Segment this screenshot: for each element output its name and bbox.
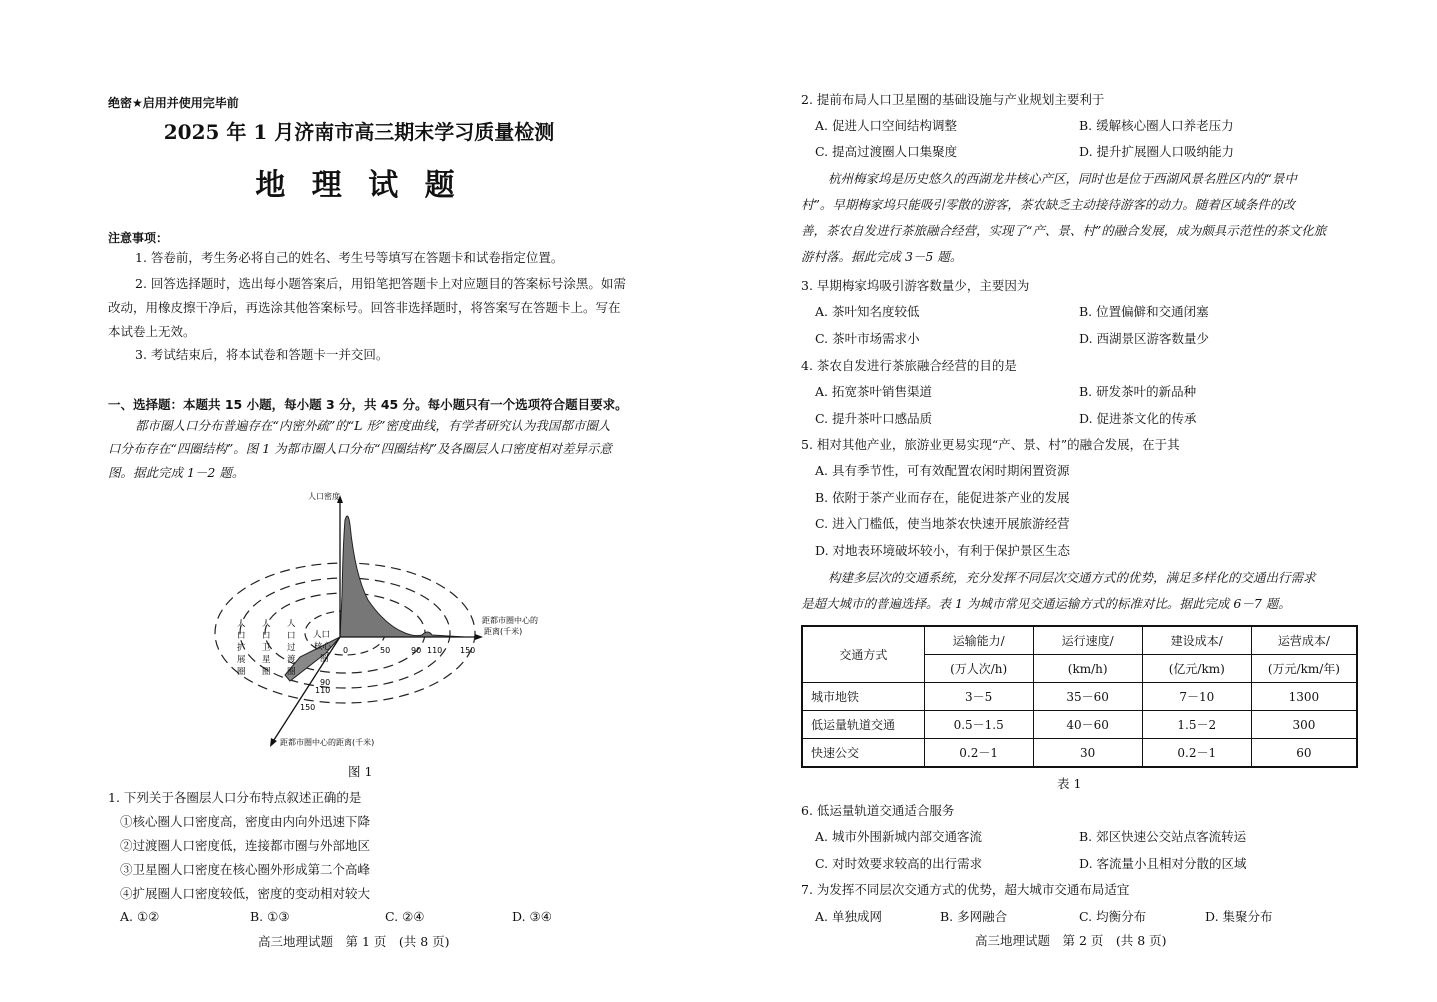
note-line: 3. 考试结束后，将本试卷和答题卡一并交回。 xyxy=(135,347,389,362)
q7-option-b[interactable]: B. 多网融合 xyxy=(940,909,1008,924)
table-header-cell: 运行速度/ xyxy=(1033,626,1142,655)
q1-statement: ④扩展圈人口密度较低，密度的变动相对较大 xyxy=(120,886,371,901)
figure-1-population-density-diagram xyxy=(200,485,570,755)
q3-option-b[interactable]: B. 位置偏僻和交通闭塞 xyxy=(1079,304,1209,319)
table-cell: 0.2－1 xyxy=(1142,739,1251,768)
table-cell: 快速公交 xyxy=(802,739,924,768)
q4-option-a[interactable]: A. 拓宽茶叶销售渠道 xyxy=(815,384,932,399)
notes-heading: 注意事项： xyxy=(108,231,169,245)
y-axis-label: 人口密度 xyxy=(308,492,340,501)
passage-3-5-line: 游村落。据此完成 3－5 题。 xyxy=(801,249,963,264)
x-tick: 110 xyxy=(427,646,443,655)
table-cell: 低运量轨道交通 xyxy=(802,711,924,739)
q1-option-d[interactable]: D. ③④ xyxy=(512,909,552,924)
note-line: 改动，用橡皮擦干净后，再选涂其他答案标号。回答非选择题时，将答案写在答题卡上。写在 xyxy=(108,300,621,315)
question-5-stem: 5. 相对其他产业，旅游业更易实现“产、景、村”的融合发展，在于其 xyxy=(801,437,1180,452)
q2-option-d[interactable]: D. 提升扩展圈人口吸纳能力 xyxy=(1079,144,1235,159)
question-4-stem: 4. 茶农自发进行茶旅融合经营的目的是 xyxy=(801,358,1017,373)
passage-3-5-line: 村”。早期梅家坞只能吸引零散的游客，茶农缺乏主动接待游客的动力。随着区域条件的改 xyxy=(801,197,1295,212)
intro-line: 图。据此完成 1－2 题。 xyxy=(108,465,245,480)
table-cell: 0.2－1 xyxy=(924,739,1033,768)
table-header-cell: 运营成本/ xyxy=(1251,626,1357,655)
table-header-unit: (万人次/h) xyxy=(924,655,1033,683)
passage-3-5-line: 善，茶农自发进行茶旅融合经营，实现了“产、景、村”的融合发展，成为颇具示范性的茶文化旅 xyxy=(801,223,1327,238)
question-6-stem: 6. 低运量轨道交通适合服务 xyxy=(801,803,955,818)
svg-text:圈: 圈 xyxy=(320,654,329,664)
svg-text:渡: 渡 xyxy=(287,655,296,665)
svg-text:星: 星 xyxy=(262,655,271,665)
q3-option-a[interactable]: A. 茶叶知名度较低 xyxy=(815,304,920,319)
note-line: 本试卷上无效。 xyxy=(108,324,196,339)
passage-6-7-line: 构建多层次的交通系统，充分发挥不同层次交通方式的优势，满足多样化的交通出行需求 xyxy=(828,570,1316,585)
table-row xyxy=(802,739,1357,768)
page-1-footer: 高三地理试题 第 1 页 (共 8 页) xyxy=(258,934,450,949)
x-axis-label-unit: 距离(千米) xyxy=(484,627,523,636)
table-cell: 60 xyxy=(1251,739,1357,768)
table-header-cell: 运输能力/ xyxy=(924,626,1033,655)
question-3-stem: 3. 早期梅家坞吸引游客数量少，主要因为 xyxy=(801,278,1030,293)
table-cell: 40－60 xyxy=(1033,711,1142,739)
q7-option-c[interactable]: C. 均衡分布 xyxy=(1079,909,1147,924)
svg-text:人: 人 xyxy=(262,619,271,629)
q2-option-b[interactable]: B. 缓解核心圈人口养老压力 xyxy=(1079,118,1234,133)
q3-option-d[interactable]: D. 西湖景区游客数量少 xyxy=(1079,331,1210,346)
svg-text:圈: 圈 xyxy=(262,667,271,677)
svg-text:展: 展 xyxy=(237,655,246,665)
table-header-unit: (km/h) xyxy=(1033,655,1142,683)
q3-option-c[interactable]: C. 茶叶市场需求小 xyxy=(815,331,920,346)
table-cell: 1300 xyxy=(1251,683,1357,711)
svg-text:人口: 人口 xyxy=(313,630,331,640)
exam-title: 2025 年 1 月济南市高三期末学习质量检测 xyxy=(163,120,555,144)
question-7-stem: 7. 为发挥不同层次交通方式的优势，超大城市交通布局适宜 xyxy=(801,882,1130,897)
depth-tick: 150 xyxy=(300,703,316,712)
q1-option-c[interactable]: C. ②④ xyxy=(385,909,425,924)
table-row xyxy=(802,711,1357,739)
q7-option-a[interactable]: A. 单独成网 xyxy=(815,909,882,924)
x-tick: 90 xyxy=(411,646,422,655)
question-1-stem: 1. 下列关于各圈层人口分布特点叙述正确的是 xyxy=(108,790,362,805)
q1-option-a[interactable]: A. ①② xyxy=(120,909,160,924)
q6-option-a[interactable]: A. 城市外围新城内部交通客流 xyxy=(815,829,982,844)
q6-option-d[interactable]: D. 客流量小且相对分散的区域 xyxy=(1079,856,1247,871)
q1-statement: ②过渡圈人口密度低，连接都市圈与外部地区 xyxy=(120,838,371,853)
ring-label-transition xyxy=(287,618,296,677)
q6-option-b[interactable]: B. 郊区快速公交站点客流转运 xyxy=(1079,829,1247,844)
q4-option-c[interactable]: C. 提升茶叶口感品质 xyxy=(815,411,933,426)
x-tick: 0 xyxy=(343,646,349,655)
table-cell: 3－5 xyxy=(924,683,1033,711)
note-line: 2. 回答选择题时，选出每小题答案后，用铅笔把答题卡上对应题目的答案标号涂黑。如需 xyxy=(135,276,626,291)
q1-option-b[interactable]: B. ①③ xyxy=(250,909,290,924)
question-2-stem: 2. 提前布局人口卫星圈的基础设施与产业规划主要利于 xyxy=(801,92,1105,107)
svg-text:卫: 卫 xyxy=(262,643,271,653)
table-row xyxy=(802,683,1357,711)
q5-option-d[interactable]: D. 对地表环境破坏较小，有利于保护景区生态 xyxy=(815,543,1071,558)
table-cell: 30 xyxy=(1033,739,1142,768)
q5-option-b[interactable]: B. 依附于茶产业而存在，能促进茶产业的发展 xyxy=(815,490,1070,505)
svg-text:口: 口 xyxy=(237,631,246,641)
section-heading: 一、选择题：本题共 15 小题，每小题 3 分，共 45 分。每小题只有一个选项符合题目要求。 xyxy=(108,397,628,412)
confidential-mark: 绝密★启用并使用完毕前 xyxy=(108,96,239,110)
depth-axis-label: 距都市圈中心的距离(千米) xyxy=(280,738,375,747)
q1-statement: ①核心圈人口密度高，密度由内向外迅速下降 xyxy=(120,814,371,829)
table-cell: 1.5－2 xyxy=(1142,711,1251,739)
q2-option-a[interactable]: A. 促进人口空间结构调整 xyxy=(815,118,957,133)
table-caption: 表 1 xyxy=(1057,776,1082,791)
table-cell: 300 xyxy=(1251,711,1357,739)
depth-tick: 110 xyxy=(315,686,331,695)
svg-text:人: 人 xyxy=(287,619,296,629)
svg-text:人: 人 xyxy=(237,619,246,629)
svg-text:圈: 圈 xyxy=(287,667,296,677)
q7-option-d[interactable]: D. 集聚分布 xyxy=(1205,909,1273,924)
svg-text:圈: 圈 xyxy=(237,667,246,677)
depth-axis-arrow xyxy=(270,738,277,747)
table-header-unit: (亿元/km) xyxy=(1142,655,1251,683)
ring-label-expansion xyxy=(237,618,246,677)
passage-6-7-line: 是超大城市的普遍选择。表 1 为城市常见交通运输方式的标准对比。据此完成 6－7 题。 xyxy=(801,596,1291,611)
table-header-row xyxy=(802,626,1357,655)
q1-statement: ③卫星圈人口密度在核心圈外形成第二个高峰 xyxy=(120,862,371,877)
table-cell: 城市地铁 xyxy=(802,683,924,711)
depth-tick: 90 xyxy=(320,678,331,687)
svg-text:扩: 扩 xyxy=(237,643,246,653)
figure-caption: 图 1 xyxy=(348,764,373,779)
subject-title: 地 理 试 题 xyxy=(255,168,463,203)
svg-text:过: 过 xyxy=(287,643,296,653)
page-1 xyxy=(0,0,718,1002)
ring-label-satellite xyxy=(262,618,271,677)
x-tick: 50 xyxy=(380,646,391,655)
q2-option-c[interactable]: C. 提高过渡圈人口集聚度 xyxy=(815,144,958,159)
q4-option-d[interactable]: D. 促进茶文化的传承 xyxy=(1079,411,1197,426)
svg-text:口: 口 xyxy=(287,631,296,641)
intro-line: 口分布存在“四圈结构”。图 1 为都市圈人口分布“四圈结构”及各圈层人口密度相对差异示意 xyxy=(108,441,612,456)
x-axis-arrow xyxy=(475,634,483,640)
svg-text:核心: 核心 xyxy=(314,642,332,652)
intro-line: 都市圈人口分布普遍存在“内密外疏”的“L 形”密度曲线，有学者研究认为我国都市圈人 xyxy=(135,418,611,433)
table-cell: 35－60 xyxy=(1033,683,1142,711)
q5-option-c[interactable]: C. 进入门槛低，使当地茶农快速开展旅游经营 xyxy=(815,516,1070,531)
q6-option-c[interactable]: C. 对时效要求较高的出行需求 xyxy=(815,856,983,871)
svg-text:口: 口 xyxy=(262,631,271,641)
table-cell: 7－10 xyxy=(1142,683,1251,711)
x-tick: 150 xyxy=(460,646,476,655)
table-cell: 0.5－1.5 xyxy=(924,711,1033,739)
transport-comparison-table xyxy=(801,625,1358,768)
passage-3-5-line: 杭州梅家坞是历史悠久的西湖龙井核心产区，同时也是位于西湖风景名胜区内的“景中 xyxy=(828,171,1297,186)
x-axis-label: 距都市圈中心的 xyxy=(482,616,538,625)
q5-option-a[interactable]: A. 具有季节性，可有效配置农闲时期闲置资源 xyxy=(815,463,1070,478)
note-line: 1. 答卷前，考生务必将自己的姓名、考生号等填写在答题卡和试卷指定位置。 xyxy=(135,250,564,265)
q4-option-b[interactable]: B. 研发茶叶的新品种 xyxy=(1079,384,1197,399)
table-header-unit: (万元/km/年) xyxy=(1251,655,1357,683)
table-header-cell: 建设成本/ xyxy=(1142,626,1251,655)
table-header-cell: 交通方式 xyxy=(802,626,924,683)
page-2-footer: 高三地理试题 第 2 页 (共 8 页) xyxy=(975,933,1167,948)
